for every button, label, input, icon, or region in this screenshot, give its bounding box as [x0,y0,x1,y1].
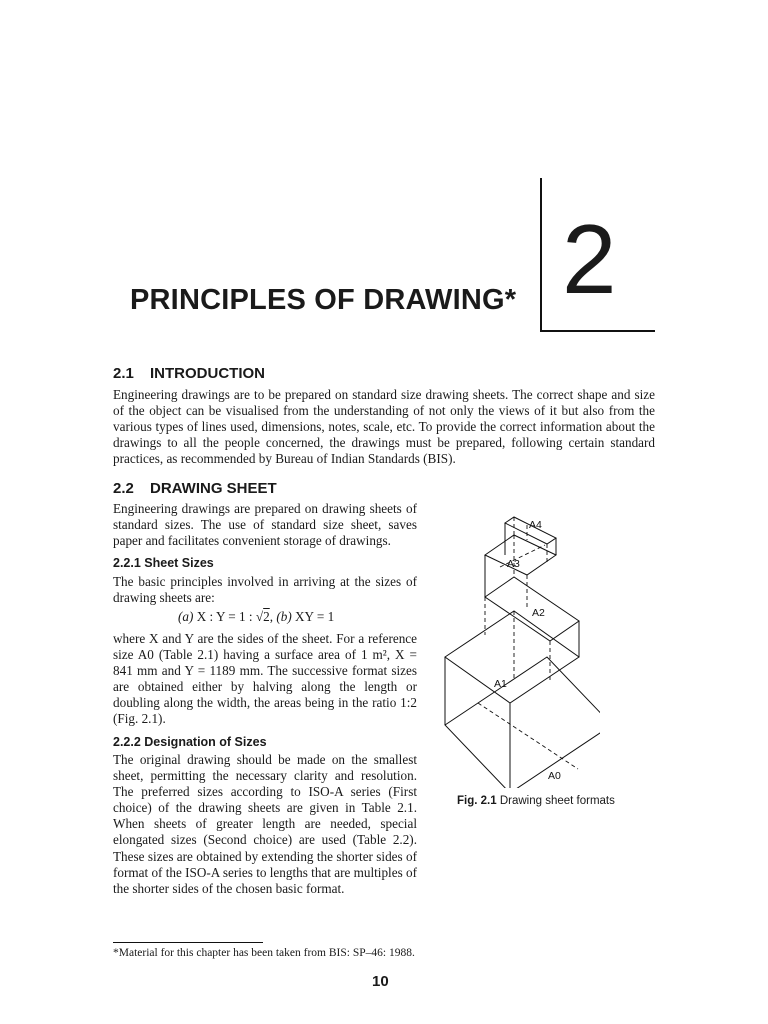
subsection-heading-sheet-sizes: 2.2.1 Sheet Sizes [113,556,214,570]
chapter-number: 2 [562,204,617,314]
label-a3: A3 [507,558,520,570]
footnote-rule [113,942,263,943]
label-a2: A2 [532,607,545,619]
drawing-sheet-formats-figure [430,508,600,788]
label-a1: A1 [494,678,507,690]
footnote: *Material for this chapter has been taken from BIS: SP–46: 1988. [113,947,415,959]
section-heading-drawing-sheet [113,480,277,497]
sqrt-symbol: √ [255,609,264,624]
formula-b-expression: XY = 1 [295,609,335,624]
label-a0: A0 [548,770,561,782]
figure-caption-text: Drawing sheet formats [499,795,615,807]
section-number: 2.2 [113,480,134,497]
designation-paragraph: The original drawing should be made on the smallest sheet, permitting the necessary clarity and resolution. The preferred sizes according to ISO-A series (First choice) of the drawing sheets are given in Table 2.1. When sheets of greater length are needed, special elongated sizes (Second choice) are used (Table 2.2). These sizes are obtained by extending the shorter sides of format of the ISO-A series to lengths that are multiples of the shorter sides of the chosen basic format. [113,752,417,896]
sheet-sizes-continuation: where X and Y are the sides of the sheet. For a reference size A0 (Table 2.1) having a surface area of 1 m², X = 841 mm and Y = 1189 mm. The successive format sizes are obtained either by halving along the length or doubling along the width, the areas being in the ratio 1:2 (Fig. 2.1). [113,631,417,727]
label-a4: A4 [529,519,542,531]
subsection-heading-designation: 2.2.2 Designation of Sizes [113,735,267,749]
formula-a-label: (a) [178,609,194,624]
figure-caption-number: Fig. 2.1 [457,795,497,807]
sheet-size-formula: (a) X : Y = 1 : √2, (b) XY = 1 [178,609,335,624]
chapter-rule-vertical [540,178,542,332]
section-title: INTRODUCTION [150,365,265,382]
formula-a-expression: X : Y = 1 : [196,609,253,624]
page-number: 10 [372,973,389,990]
section-title: DRAWING SHEET [150,480,277,497]
sheet-sizes-paragraph: The basic principles involved in arriving at the sizes of drawing sheets are: [113,574,417,606]
section-number: 2.1 [113,365,134,382]
formula-b-label: (b) [276,609,292,624]
figure-caption [457,795,615,807]
introduction-paragraph: Engineering drawings are to be prepared on standard size drawing sheets. The correct shape and size of the object can be visualised from the understanding of not only the views of it but also from the various types of lines used, dimensions, notes, scale, etc. To provide the correct information about the drawings to all the people concerned, the drawings must be prepared, following certain standard practices, as recommended by Bureau of Indian Standards (BIS). [113,387,655,467]
chapter-title: PRINCIPLES OF DRAWING* [130,284,517,316]
chapter-rule-horizontal [540,330,655,332]
section-heading-introduction [113,365,265,382]
drawing-sheet-paragraph: Engineering drawings are prepared on drawing sheets of standard sizes. The use of standard size sheet, saves paper and facilitates convenient storage of drawings. [113,501,417,549]
formula-sqrt-value: 2 [263,609,270,624]
